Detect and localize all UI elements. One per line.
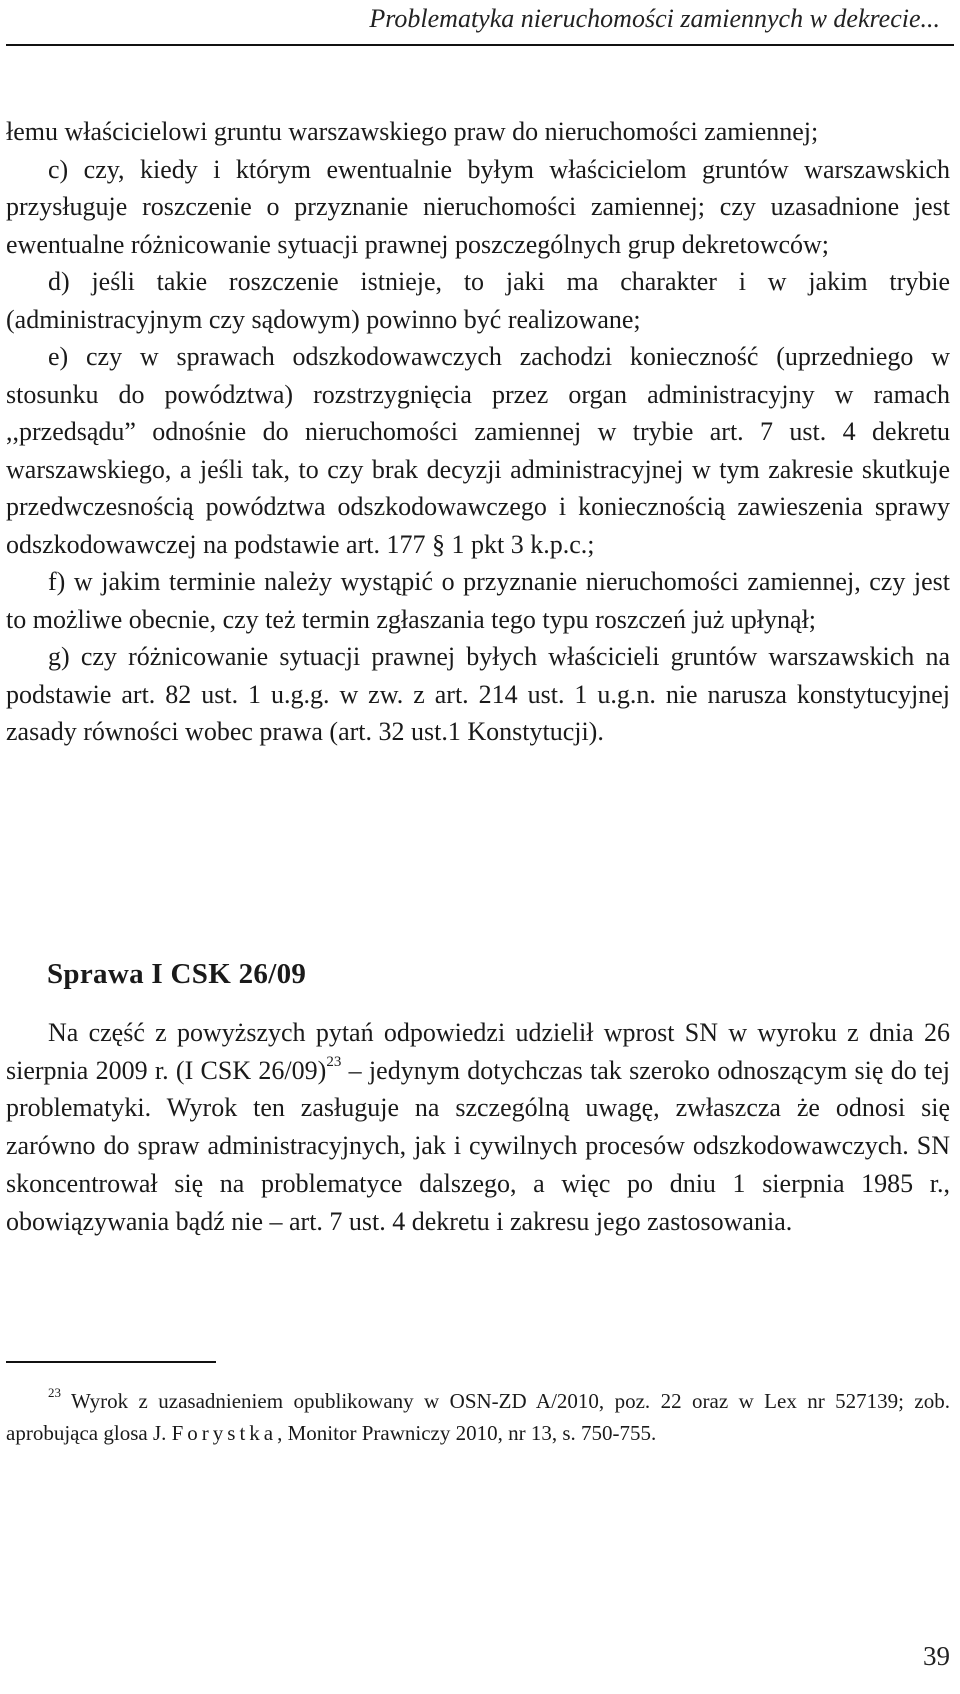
list-item-g: g) czy różnicowanie sytuacji prawnej byłych właścicieli gruntów warszawskich na podstawie art. 82 ust. 1 u.g.g. w zw. z art. 214 ust. 1 u.g.n. nie narusza konstytucyjnej zasady równości wobec prawa (art. 32 ust.1 Konstytucji). — [6, 642, 950, 746]
list-item-f: f) w jakim terminie należy wystąpić o przyznanie nieruchomości zamiennej, czy jest to możliwe obecnie, czy też termin zgłaszania tego typu roszczeń już upłynął; — [6, 567, 950, 634]
paragraph-continuation: łemu właścicielowi gruntu warszawskiego praw do nieruchomości zamiennej; — [6, 117, 819, 146]
body-text — [6, 113, 950, 751]
page-number: 39 — [923, 1641, 950, 1671]
footnote-text-before-author: Wyrok z uzasadnieniem opublikowany w OSN-ZD A/2010, poz. 22 oraz w Lex nr 527139; zob. aprobująca glosa J. — [6, 1389, 950, 1445]
running-head: Problematyka nieruchomości zamiennych w dekrecie... — [369, 4, 940, 33]
page-header — [6, 0, 954, 46]
section-text-before-ref: Na część z powyższych pytań odpowiedzi udzielił wprost SN w wyroku z dnia 26 sierpnia 2009 r. (I CSK 26/09) — [6, 1018, 950, 1085]
list-item-d: d) jeśli takie roszczenie istnieje, to jaki ma charakter i w jakim trybie (administracyjnym czy sądowym) powinno być realizowane; — [6, 267, 950, 334]
footnote-author: Forystka — [171, 1421, 278, 1445]
footnote-text-after-author: , Monitor Prawniczy 2010, nr 13, s. 750-755. — [277, 1421, 657, 1445]
section-text-after-ref: – jedynym dotychczas tak szeroko odnoszącym się do tej problematyki. Wyrok ten zasługuje na szczególną uwagę, zwłaszcza że odnosi się zarówno do spraw administracyjnych, jak i cywilnych procesów odszkodowawczych. SN skoncentrował się na problematyce dalszego, a więc po dniu 1 sierpnia 1985 r., obowiązywania bądź nie – art. 7 ust. 4 dekretu i zakresu jego zastosowania. — [6, 1055, 950, 1236]
footnote-separator — [6, 1361, 216, 1363]
footnote-reference: 23 — [326, 1054, 342, 1071]
footnotes — [6, 1385, 950, 1449]
footnote-number: 23 — [48, 1385, 61, 1400]
footnote-23 — [6, 1385, 950, 1449]
section-body — [6, 1014, 950, 1240]
list-item-c: c) czy, kiedy i którym ewentualnie byłym właścicielom gruntów warszawskich przysługuje roszczenie o przyznanie nieruchomości zamiennej; czy uzasadnione jest ewentualne różnicowanie sytuacji prawnej poszczególnych grup dekretowców; — [6, 154, 950, 259]
section-heading: Sprawa I CSK 26/09 — [47, 958, 307, 990]
section-paragraph — [6, 1014, 950, 1240]
list-item-e: e) czy w sprawach odszkodowawczych zachodzi konieczność (uprzedniego w stosunku do powództwa) rozstrzygnięcia przez organ administracyjny w ramach ,,przedsądu” odnośnie do nieruchomości zamiennej w trybie art. 7 ust. 4 dekretu warszawskiego, a jeśli tak, to czy brak decyzji administracyjnej w tym zakresie skutkuje przedwczesnością powództwa odszkodowawczego i koniecznością zawieszenia sprawy odszkodowawczej na podstawie art. 177 § 1 pkt 3 k.p.c.; — [6, 342, 950, 559]
